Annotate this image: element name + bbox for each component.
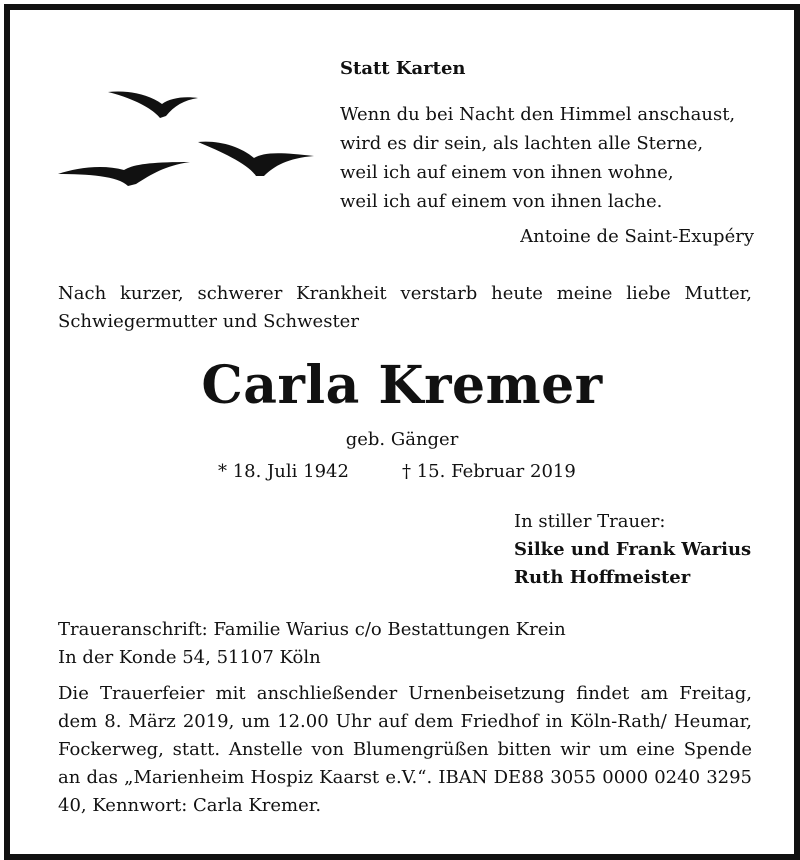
bird-icon [58, 162, 190, 186]
birds-illustration [52, 76, 332, 196]
statt-karten-heading: Statt Karten [340, 58, 466, 79]
quote-author: Antoine de Saint-Exupéry [520, 226, 754, 247]
quote-line: weil ich auf einem von ihnen lache. [340, 191, 663, 212]
bird-icon [198, 142, 314, 176]
quote-block [340, 100, 735, 216]
bird-icon [108, 92, 198, 119]
maiden-name: geb. Gänger [345, 429, 459, 450]
quote-line: Wenn du bei Nacht den Himmel anschaust, [340, 104, 736, 125]
mourners-label: In stiller Trauer: [514, 511, 666, 532]
address-line: In der Konde 54, 51107 Köln [58, 647, 321, 668]
intro-text: Nach kurzer, schwerer Krankheit verstarb heute meine liebe Mutter, Schwiegermutter und Schwester [58, 283, 752, 332]
birth-date: * 18. Juli 1942 [218, 461, 349, 482]
death-date: † 15. Februar 2019 [402, 461, 576, 482]
address-line: Traueranschrift: Familie Warius c/o Bestattungen Krein [58, 619, 566, 640]
deceased-name: Carla Kremer [201, 355, 603, 416]
quote-line: weil ich auf einem von ihnen wohne, [340, 162, 674, 183]
mourner-name: Ruth Hoffmeister [514, 567, 691, 588]
obituary-notice [4, 4, 800, 860]
ceremony-text: Die Trauerfeier mit anschließender Urnenbeisetzung findet am Freitag, dem 8. März 2019, um 12.00 Uhr auf dem Friedhof in Köln-Rath/ Heumar, Fockerweg, statt. Anstelle von Blumengrüßen bitten wir um eine Spende an das „Marienheim Hospiz Kaarst e.V.“. IBAN DE88 3055 0000 0240 3295 40, Kennwort: Carla Kremer. [58, 683, 752, 816]
mourner-name: Silke und Frank Warius [514, 539, 752, 560]
quote-line: wird es dir sein, als lachten alle Sterne, [340, 133, 704, 154]
